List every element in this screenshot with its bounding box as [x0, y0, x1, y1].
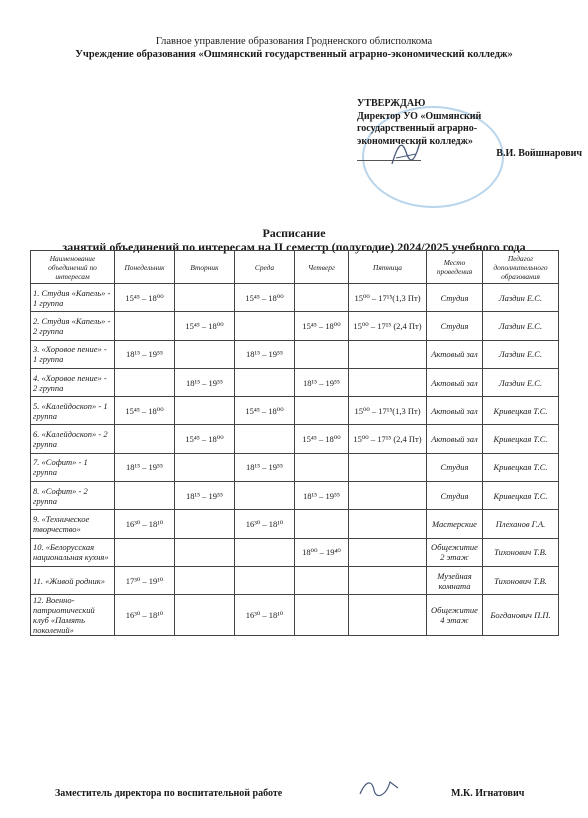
signature-line: [357, 148, 421, 161]
cell-name: 7. «Софит» - 1 группа: [31, 453, 115, 481]
table-row: [31, 284, 559, 312]
cell-place: Музейная комната: [427, 566, 483, 594]
document-title: Расписание: [262, 226, 326, 240]
table-row: [31, 340, 559, 368]
schedule-table: [30, 250, 559, 636]
header-cell: Место проведения: [427, 251, 483, 284]
cell-tue: [175, 340, 235, 368]
cell-fri: [349, 482, 427, 510]
cell-fri: 15⁰⁰ – 17¹⁵ (2,4 Пт): [349, 312, 427, 340]
approval-line-1: Директор УО «Ошмянский: [357, 110, 482, 122]
header-ministry: Главное управление образования Гродненского облисполкома: [155, 36, 433, 47]
table-row: [31, 482, 559, 510]
cell-teacher: Лаздин Е.С.: [483, 284, 559, 312]
header-cell: Педагог дополнительного образования: [483, 251, 559, 284]
cell-wed: 18¹⁵ – 19⁵⁵: [235, 453, 295, 481]
cell-wed: 16³⁰ – 18¹⁰: [235, 510, 295, 538]
cell-name: 9. «Техническое творчество»: [31, 510, 115, 538]
cell-name: 11. «Живой родник»: [31, 566, 115, 594]
cell-thu: 18¹⁵ – 19⁵⁵: [295, 482, 349, 510]
cell-wed: [235, 368, 295, 396]
cell-mon: [115, 312, 175, 340]
cell-tue: [175, 595, 235, 636]
header-cell: Пятница: [349, 251, 427, 284]
cell-thu: 18¹⁵ – 19⁵⁵: [295, 368, 349, 396]
cell-place: Актовый зал: [427, 397, 483, 425]
cell-wed: 15⁴⁵ – 18⁰⁰: [235, 284, 295, 312]
cell-mon: 18¹⁵ – 19⁵⁵: [115, 453, 175, 481]
table-row: [31, 538, 559, 566]
cell-name: 10. «Белорусская национальная кухня»: [31, 538, 115, 566]
cell-thu: [295, 453, 349, 481]
cell-place: Общежитие 4 этаж: [427, 595, 483, 636]
cell-name: 5. «Калейдоскоп» - 1 группа: [31, 397, 115, 425]
cell-place: Актовый зал: [427, 368, 483, 396]
cell-wed: [235, 425, 295, 453]
cell-thu: [295, 340, 349, 368]
cell-wed: [235, 566, 295, 594]
cell-mon: 16³⁰ – 18¹⁰: [115, 510, 175, 538]
cell-mon: 17³⁰ – 19¹⁰: [115, 566, 175, 594]
table-row: [31, 425, 559, 453]
cell-teacher: Кривецкая Т.С.: [483, 397, 559, 425]
approval-block: [357, 98, 582, 161]
cell-tue: [175, 453, 235, 481]
table-row: [31, 453, 559, 481]
cell-fri: [349, 566, 427, 594]
cell-thu: [295, 284, 349, 312]
cell-fri: 15⁰⁰ – 17¹⁵(1,3 Пт): [349, 284, 427, 312]
cell-place: Актовый зал: [427, 340, 483, 368]
cell-teacher: Лаздин Е.С.: [483, 340, 559, 368]
cell-fri: 15⁰⁰ – 17¹⁵ (2,4 Пт): [349, 425, 427, 453]
cell-tue: 18¹⁵ – 19⁵⁵: [175, 482, 235, 510]
cell-tue: 15⁴⁵ – 18⁰⁰: [175, 425, 235, 453]
header-cell: Среда: [235, 251, 295, 284]
cell-teacher: Кривецкая Т.С.: [483, 453, 559, 481]
cell-teacher: Тихонович Т.В.: [483, 538, 559, 566]
table-row: [31, 312, 559, 340]
cell-name: 12. Военно-патриотический клуб «Память поколений»: [31, 595, 115, 636]
table-header-row: [31, 251, 559, 284]
cell-fri: [349, 368, 427, 396]
header-cell: Четверг: [295, 251, 349, 284]
cell-name: 6. «Калейдоскоп» - 2 группа: [31, 425, 115, 453]
cell-mon: 15⁴⁵ – 18⁰⁰: [115, 284, 175, 312]
cell-place: Студия: [427, 453, 483, 481]
footer-position: Заместитель директора по воспитательной работе: [55, 788, 283, 799]
table-row: [31, 566, 559, 594]
cell-fri: [349, 595, 427, 636]
cell-place: Общежитие 2 этаж: [427, 538, 483, 566]
approval-title: УТВЕРЖДАЮ: [357, 98, 426, 109]
cell-mon: 16³⁰ – 18¹⁰: [115, 595, 175, 636]
approval-line-2: государственный аграрно-: [357, 123, 478, 134]
cell-name: 2. Студия «Капель» - 2 группа: [31, 312, 115, 340]
cell-wed: [235, 312, 295, 340]
header-cell: Понедельник: [115, 251, 175, 284]
cell-wed: 15⁴⁵ – 18⁰⁰: [235, 397, 295, 425]
cell-place: Студия: [427, 482, 483, 510]
cell-thu: 18⁰⁰ – 19⁴⁰: [295, 538, 349, 566]
cell-thu: [295, 566, 349, 594]
cell-teacher: Лаздин Е.С.: [483, 312, 559, 340]
cell-teacher: Богданович П.П.: [483, 595, 559, 636]
approval-signature-row: [357, 148, 582, 161]
table-row: [31, 397, 559, 425]
cell-tue: 18¹⁵ – 19⁵⁵: [175, 368, 235, 396]
cell-tue: [175, 510, 235, 538]
footer-name: М.К. Игнатович: [451, 788, 525, 799]
table-row: [31, 510, 559, 538]
cell-mon: [115, 368, 175, 396]
cell-place: Студия: [427, 284, 483, 312]
header-cell: Вторник: [175, 251, 235, 284]
cell-place: Актовый зал: [427, 425, 483, 453]
cell-tue: [175, 397, 235, 425]
cell-fri: [349, 510, 427, 538]
cell-place: Мастерские: [427, 510, 483, 538]
cell-mon: [115, 482, 175, 510]
cell-teacher: Плеханов Г.А.: [483, 510, 559, 538]
cell-wed: [235, 482, 295, 510]
approval-line-3: экономический колледж»: [357, 135, 473, 147]
header-cell: Наименование объединений по интересам: [31, 251, 115, 284]
cell-thu: 15⁴⁵ – 18⁰⁰: [295, 312, 349, 340]
cell-mon: [115, 538, 175, 566]
cell-tue: [175, 566, 235, 594]
cell-tue: 15⁴⁵ – 18⁰⁰: [175, 312, 235, 340]
cell-teacher: Лаздин Е.С.: [483, 368, 559, 396]
cell-tue: [175, 284, 235, 312]
table-row: [31, 368, 559, 396]
header-institution: Учреждение образования «Ошмянский государственный аграрно-экономический колледж»: [75, 49, 513, 60]
cell-tue: [175, 538, 235, 566]
cell-thu: [295, 397, 349, 425]
cell-thu: [295, 510, 349, 538]
cell-mon: 15⁴⁵ – 18⁰⁰: [115, 397, 175, 425]
cell-wed: [235, 538, 295, 566]
cell-place: Студия: [427, 312, 483, 340]
cell-fri: 15⁰⁰ – 17¹⁵(1,3 Пт): [349, 397, 427, 425]
cell-mon: [115, 425, 175, 453]
cell-teacher: Тихонович Т.В.: [483, 566, 559, 594]
cell-fri: [349, 538, 427, 566]
cell-name: 1. Студия «Капель» - 1 группа: [31, 284, 115, 312]
cell-teacher: Кривецкая Т.С.: [483, 482, 559, 510]
cell-name: 3. «Хоровое пение» - 1 группа: [31, 340, 115, 368]
deputy-signature-icon: [356, 776, 402, 800]
cell-thu: [295, 595, 349, 636]
cell-mon: 18¹⁵ – 19⁵⁵: [115, 340, 175, 368]
cell-wed: 18¹⁵ – 19⁵⁵: [235, 340, 295, 368]
table-row: [31, 595, 559, 636]
cell-wed: 16³⁰ – 18¹⁰: [235, 595, 295, 636]
cell-fri: [349, 340, 427, 368]
cell-name: 8. «Софит» - 2 группа: [31, 482, 115, 510]
approval-signer: В.И. Войшнарович: [496, 148, 582, 159]
document-subtitle: занятий объединений по интересам на II семестр (полугодие) 2024/2025 учебного года: [62, 240, 526, 254]
cell-teacher: Кривецкая Т.С.: [483, 425, 559, 453]
cell-fri: [349, 453, 427, 481]
cell-name: 4. «Хоровое пение» - 2 группа: [31, 368, 115, 396]
cell-thu: 15⁴⁵ – 18⁰⁰: [295, 425, 349, 453]
